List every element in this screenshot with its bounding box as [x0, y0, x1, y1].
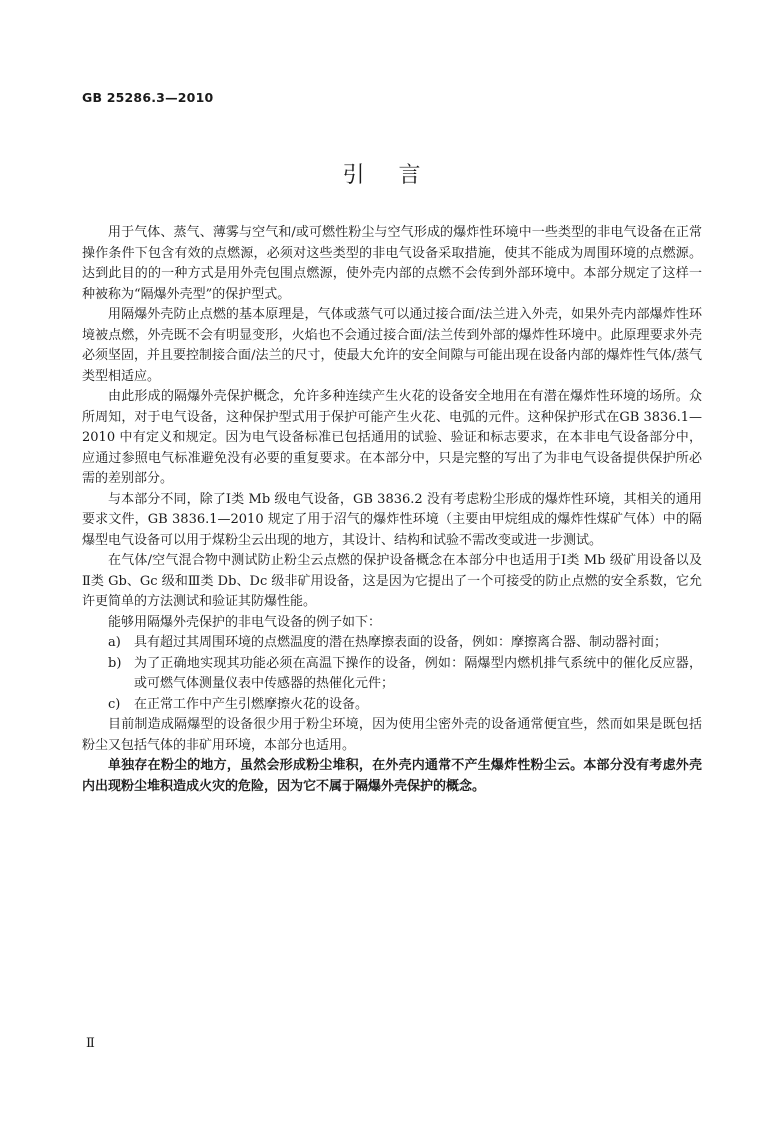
- page-number: Ⅱ: [86, 1036, 95, 1051]
- list-marker: b): [108, 655, 122, 671]
- paragraph-1: 用于气体、蒸气、薄雾与空气和/或可燃性粉尘与空气形成的爆炸性环境中一些类型的非电气设备在正常操作条件下包含有效的点燃源，必须对这些类型的非电气设备采取措施，使其不能成为周围环境的点燃源。达到此目的的一种方式是用外壳包围点燃源，使外壳内部的点燃不会传到外部环境中。本部分规定了这样一种被称为“隔爆外壳型”的保护型式。: [82, 225, 702, 302]
- standard-id: GB 25286.3—2010: [82, 90, 214, 105]
- paragraph-7: 目前制造成隔爆型的设备很少用于粉尘环境，因为使用尘密外壳的设备通常便宜些，然而如果是既包括粉尘又包括气体的非矿用环境，本部分也适用。: [82, 717, 702, 753]
- list-item-text: 具有超过其周围环境的点燃温度的潜在热摩擦表面的设备，例如：摩擦离合器、制动器衬面；: [134, 635, 668, 650]
- list-marker: c): [108, 696, 121, 712]
- list-item-text: 为了正确地实现其功能必须在高温下操作的设备，例如：隔爆型内燃机排气系统中的催化反应器，或可燃气体测量仪表中传感器的热催化元件；: [134, 655, 702, 691]
- paragraph-5: 在气体/空气混合物中测试防止粉尘云点燃的保护设备概念在本部分中也适用于Ⅰ类 Mb 级矿用设备以及Ⅱ类 Gb、Gc 级和Ⅲ类 Db、Dc 级非矿用设备，这是因为它提出了一个可接受的防止点燃的安全系数，它允许更简单的方法测试和验证其防爆性能。: [82, 553, 702, 609]
- document-body: [82, 223, 702, 797]
- paragraph-6: 能够用隔爆外壳保护的非电气设备的例子如下：: [108, 614, 382, 630]
- paragraph-4: 与本部分不同，除了Ⅰ类 Mb 级电气设备，GB 3836.2 没有考虑粉尘形成的爆炸性环境，其相关的通用要求文件，GB 3836.1—2010 规定了用于沼气的爆炸性环境（主要由甲烷组成的爆炸性煤矿气体）中的隔爆型电气设备可以用于煤粉尘云出现的地方，其设计、结构和试验不需改变或进一步测试。: [82, 491, 702, 548]
- page-title: 引言: [342, 163, 455, 188]
- list-marker: a): [108, 635, 121, 650]
- list-item-text: 在正常工作中产生引燃摩擦火花的设备。: [134, 696, 369, 712]
- paragraph-2: 用隔爆外壳防止点燃的基本原理是，气体或蒸气可以通过接合面/法兰进入外壳，如果外壳内部爆炸性环境被点燃，外壳既不会有明显变形，火焰也不会通过接合面/法兰传到外部的爆炸性环境中。此原理要求外壳必须坚固，并且要控制接合面/法兰的尺寸，使最大允许的安全间隙与可能出现在设备内部的爆炸性气体/蒸气类型相适应。: [82, 307, 702, 384]
- list-item-a: [82, 633, 702, 654]
- paragraph-3: 由此形成的隔爆外壳保护概念，允许多种连续产生火花的设备安全地用在有潜在爆炸性环境的场所。众所周知，对于电气设备，这种保护型式用于保护可能产生火花、电弧的元件。这种保护形式在GB 3836.1—2010 中有定义和规定。因为电气设备标准已包括通用的试验、验证和标志要求，在本非电气设备部分中，应通过参照电气标准避免没有必要的重复要求。在本部分中，只是完整的写出了为非电气设备提供保护所必需的差别部分。: [82, 389, 702, 486]
- paragraph-8: 单独存在粉尘的地方，虽然会形成粉尘堆积，在外壳内通常不产生爆炸性粉尘云。本部分没有考虑外壳内出现粉尘堆积造成火灾的危险，因为它不属于隔爆外壳保护的概念。: [82, 758, 702, 794]
- list-item-b: [82, 654, 702, 695]
- list-item-c: [82, 695, 702, 716]
